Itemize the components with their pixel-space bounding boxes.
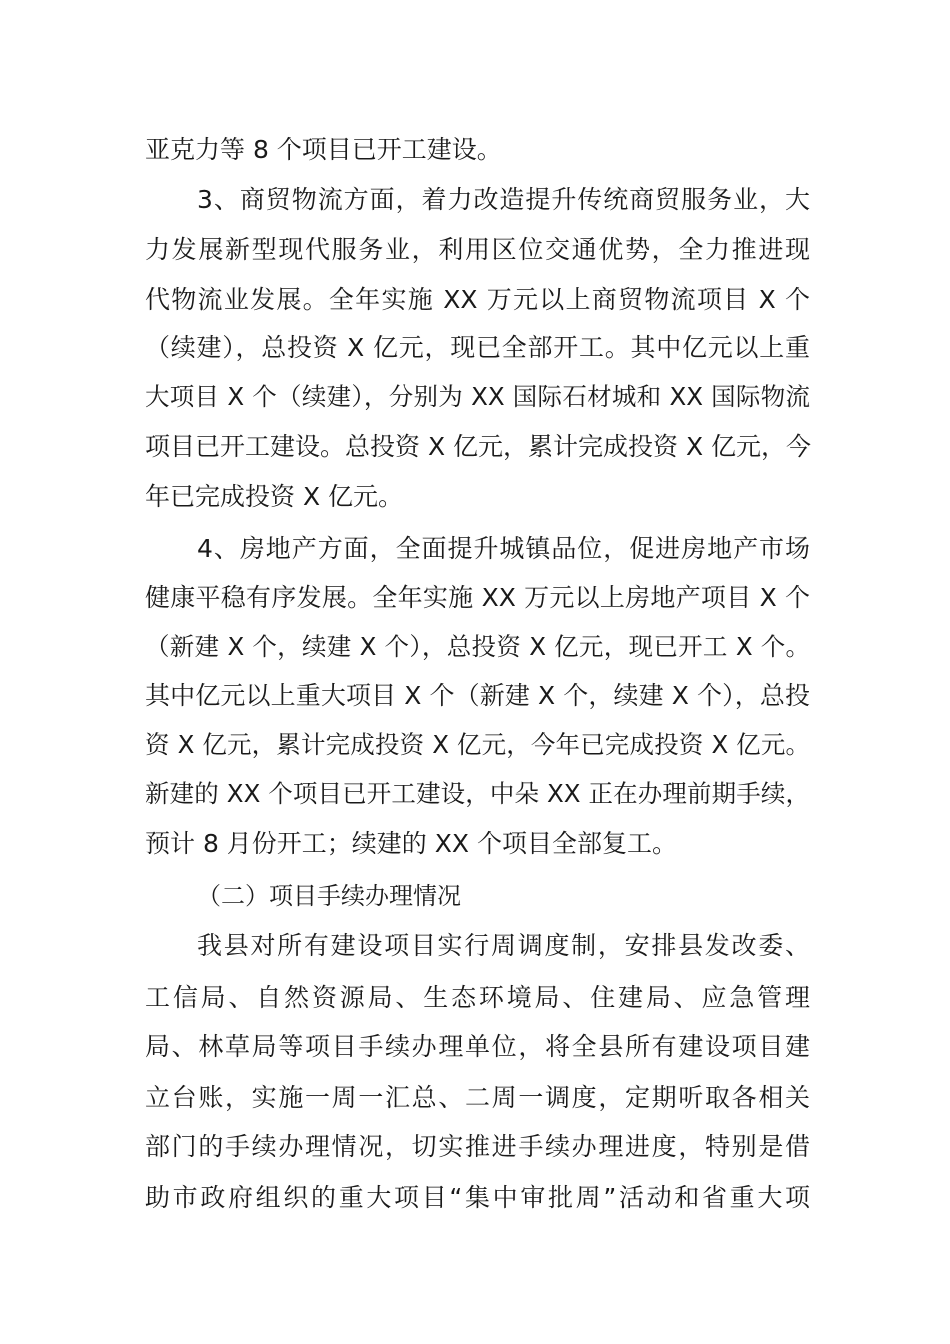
paragraph-4-line: 新建的 XX 个项目已开工建设，中朵 XX 正在办理前期手续， bbox=[145, 779, 810, 808]
paragraph-4-line: 健康平稳有序发展。全年实施 XX 万元以上房地产项目 X 个 bbox=[145, 583, 810, 612]
paragraph-3-line: 3、商贸物流方面，着力改造提升传统商贸服务业，大 bbox=[197, 185, 810, 214]
paragraph-5-line: 部门的手续办理情况，切实推进手续办理进度，特别是借 bbox=[145, 1132, 810, 1161]
paragraph-3-line: 代物流业发展。全年实施 XX 万元以上商贸物流项目 X 个 bbox=[145, 285, 810, 314]
paragraph-5-line: 工信局、自然资源局、生态环境局、住建局、应急管理 bbox=[145, 983, 810, 1012]
paragraph-5-line: 助市政府组织的重大项目“集中审批周”活动和省重大项 bbox=[145, 1183, 810, 1212]
paragraph-3-line: 项目已开工建设。总投资 X 亿元，累计完成投资 X 亿元，今 bbox=[145, 432, 812, 461]
paragraph-3-line: 大项目 X 个（续建），分别为 XX 国际石材城和 XX 国际物流 bbox=[145, 382, 810, 411]
paragraph-4-line: （新建 X 个，续建 X 个），总投资 X 亿元，现已开工 X 个。 bbox=[145, 632, 810, 661]
section-heading: （二）项目手续办理情况 bbox=[197, 882, 461, 910]
text-line: 亚克力等 8 个项目已开工建设。 bbox=[145, 135, 502, 164]
paragraph-4-line: 资 X 亿元，累计完成投资 X 亿元，今年已完成投资 X 亿元。 bbox=[145, 730, 810, 759]
paragraph-5-line: 我县对所有建设项目实行周调度制，安排县发改委、 bbox=[197, 931, 810, 960]
paragraph-4-line: 预计 8 月份开工；续建的 XX 个项目全部复工。 bbox=[145, 829, 677, 858]
paragraph-4-line: 其中亿元以上重大项目 X 个（新建 X 个，续建 X 个），总投 bbox=[145, 681, 810, 710]
paragraph-3-line: 力发展新型现代服务业，利用区位交通优势，全力推进现 bbox=[145, 235, 810, 264]
paragraph-4-line: 4、房地产方面，全面提升城镇品位，促进房地产市场 bbox=[197, 534, 810, 563]
paragraph-5-line: 局、林草局等项目手续办理单位，将全县所有建设项目建 bbox=[145, 1032, 810, 1061]
paragraph-3-line: （续建），总投资 X 亿元，现已全部开工。其中亿元以上重 bbox=[145, 333, 810, 362]
paragraph-5-line: 立台账，实施一周一汇总、二周一调度，定期听取各相关 bbox=[145, 1083, 810, 1112]
paragraph-3-line: 年已完成投资 X 亿元。 bbox=[145, 482, 404, 511]
